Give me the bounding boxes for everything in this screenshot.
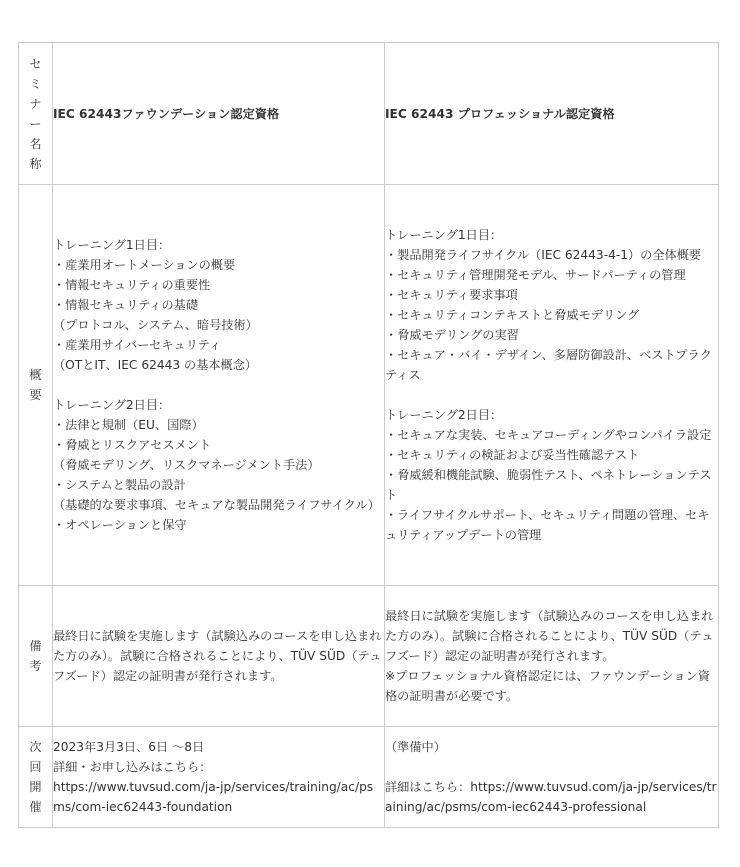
professional-overview-line: ・セキュリティ管理開発モデル、サードパーティの管理 — [385, 268, 686, 282]
foundation-overview-line: （OTとIT、IEC 62443 の基本概念） — [53, 358, 258, 372]
foundation-overview-line: ・法律と規制（EU、国際） — [53, 418, 204, 432]
foundation-overview-line: トレーニング1日目： — [53, 238, 171, 252]
foundation-next-session-cell — [53, 727, 385, 828]
foundation-overview-line: トレーニング2日目： — [53, 398, 171, 412]
row-label-next-session: 次 回 開 催 — [19, 727, 53, 828]
row-label-notes: 備 考 — [19, 586, 53, 727]
professional-details-link[interactable]: 詳細はこちら：https://www.tuvsud.com/ja-jp/services/training/ac/psms/com-iec62443-professional — [385, 780, 717, 814]
professional-title: IEC 62443 プロフェッショナル認定資格 — [385, 106, 615, 121]
professional-overview-line: ・セキュリティの検証および妥当性確認テスト — [385, 448, 640, 462]
professional-overview-line: ・製品開発ライフサイクル（IEC 62443-4-1）の全体概要 — [385, 248, 702, 262]
professional-overview-line: ・セキュリティコンテキストと脅威モデリング — [385, 308, 640, 322]
professional-title-cell — [385, 43, 719, 185]
foundation-overview-line: ・産業用サイバーセキュリティ — [53, 338, 222, 352]
foundation-overview-line: ・システムと製品の設計 — [53, 478, 186, 492]
professional-notes-remark: ※プロフェッショナル資格認定には、ファウンデーション資格の証明書が必要です。 — [385, 669, 710, 703]
foundation-overview-line: ・オペレーションと保守 — [53, 518, 187, 532]
professional-overview-line: ・セキュア・バイ・デザイン、多層防御設計、ベストプラクティス — [385, 348, 712, 382]
row-label-overview: 概 要 — [19, 185, 53, 586]
foundation-url-link[interactable]: https://www.tuvsud.com/ja-jp/services/training/ac/psms/com-iec62443-foundation — [53, 780, 374, 814]
professional-overview-line: ・セキュリティ要求事項 — [385, 288, 518, 302]
foundation-overview-line: ・情報セキュリティの重要性 — [53, 278, 211, 292]
row-next-session — [19, 727, 719, 828]
professional-preparing-text: （準備中） — [385, 740, 446, 754]
foundation-overview-line: （基礎的な要求事項、セキュアな製品開発ライフサイクル） — [53, 498, 380, 512]
blank-line — [385, 385, 718, 405]
foundation-overview-line: ・脅威とリスクアセスメント — [53, 438, 212, 452]
foundation-overview-line: （プロトコル、システム、暗号技術） — [53, 318, 258, 332]
foundation-title-cell — [53, 43, 385, 185]
foundation-session-dates: 2023年3月3日、6日 ～8日 — [53, 740, 205, 754]
seminar-comparison-table — [18, 42, 719, 828]
foundation-title: IEC 62443ファウンデーション認定資格 — [53, 106, 280, 121]
foundation-overview-line: ・産業用オートメーションの概要 — [53, 258, 236, 272]
professional-notes-cell — [385, 586, 719, 727]
foundation-apply-label: 詳細・お申し込みはこちら： — [53, 760, 212, 774]
professional-overview-cell — [385, 185, 719, 586]
blank-line — [385, 757, 718, 777]
professional-overview-line: ・脅威緩和機能試験、脆弱性テスト、ペネトレーションテスト — [385, 468, 712, 502]
professional-overview-line: トレーニング2日目： — [385, 408, 503, 422]
row-label-seminar-name: セ ミ ナ ー 名 称 — [19, 43, 53, 185]
professional-overview-line: トレーニング1日目： — [385, 228, 503, 242]
foundation-overview-line: （脅威モデリング、リスクマネージメント手法） — [53, 458, 320, 472]
row-overview — [19, 185, 719, 586]
foundation-overview-cell — [53, 185, 385, 586]
professional-overview-line: ・脅威モデリングの実習 — [385, 328, 519, 342]
professional-next-session-cell — [385, 727, 719, 828]
professional-overview-line: ・セキュアな実装、セキュアコーディングやコンパイラ設定 — [385, 428, 712, 442]
professional-notes-text: 最終日に試験を実施します（試験込みのコースを申し込まれた方のみ）。試験に合格されることにより、TÜV SÜD（テュフズード）認定の証明書が発行されます。 — [385, 609, 714, 663]
foundation-notes-text: 最終日に試験を実施します（試験込みのコースを申し込まれた方のみ）。試験に合格されることにより、TÜV SÜD（テュフズード）認定の証明書が発行されます。 — [53, 629, 382, 683]
row-seminar-name — [19, 43, 719, 185]
professional-overview-line: ・ライフサイクルサポート、セキュリティ問題の管理、セキュリティアップデートの管理 — [385, 508, 710, 542]
row-notes — [19, 586, 719, 727]
blank-line — [53, 375, 384, 395]
foundation-overview-line: ・情報セキュリティの基礎 — [53, 298, 199, 312]
foundation-notes-cell — [53, 586, 385, 727]
